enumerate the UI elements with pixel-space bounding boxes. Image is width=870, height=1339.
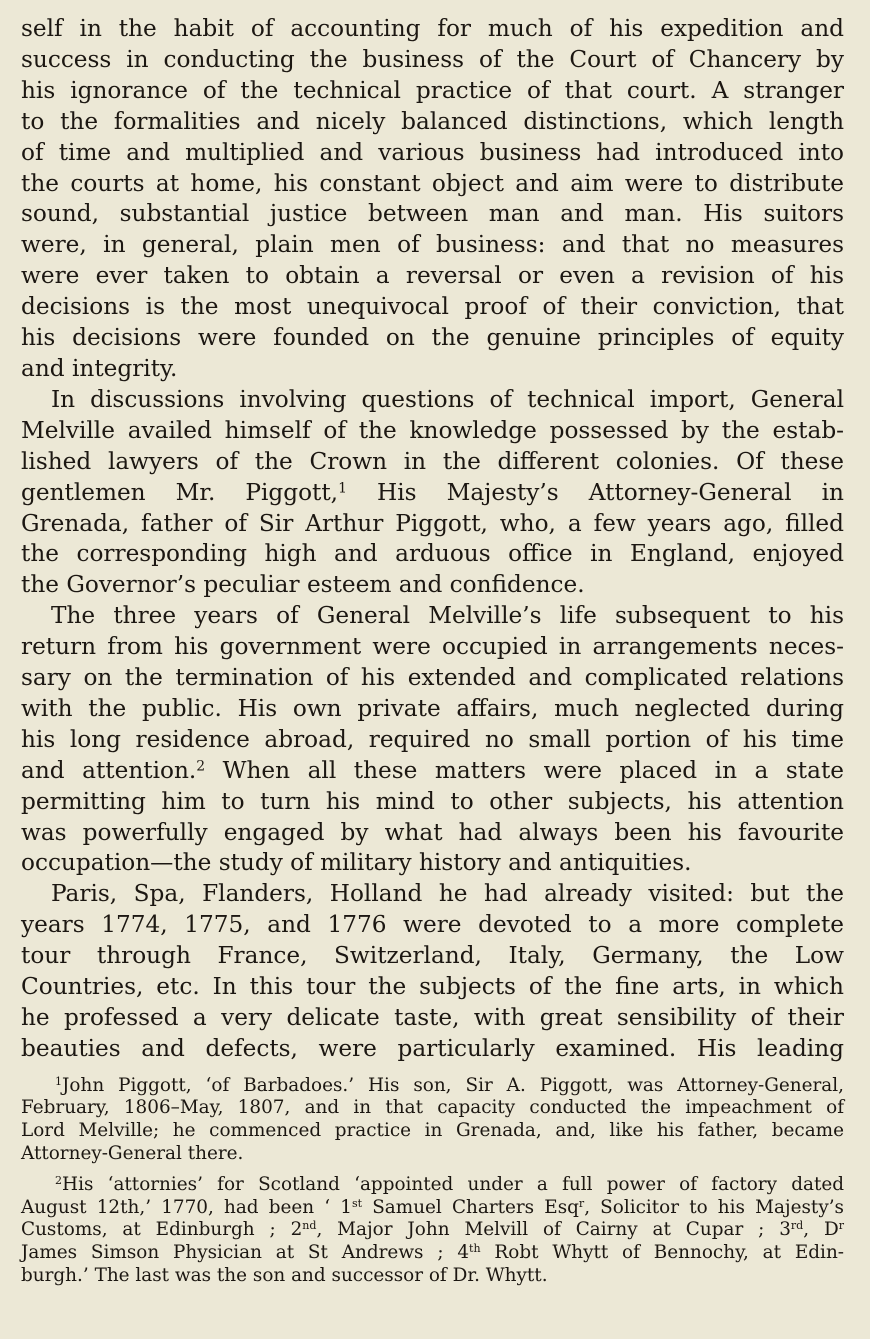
footnote-1 (21, 1075, 844, 1165)
footnote-ref-2[interactable]: 2 (196, 758, 206, 775)
text-line: of time and multiplied and various business had introduced into (21, 138, 844, 166)
footnote-2 (21, 1174, 844, 1287)
text-line: he professed a very delicate taste, with great sensibility of their (21, 1004, 844, 1031)
text-segment: Robt Whytt of Bennochy, at Edin- (480, 1241, 844, 1263)
text-segment: James Simson Physician at St Andrews ; 4 (21, 1241, 470, 1263)
text-line: decisions is the most unequivocal proof of their conviction, that (21, 293, 844, 321)
text-line: to the formalities and nicely balanced distinctions, which length (21, 107, 844, 135)
text-line: Melville availed himself of the knowledge possessed by the estab- (21, 416, 844, 444)
superscript: nd (302, 1219, 317, 1233)
footnote-mark: 2 (55, 1174, 63, 1188)
text-segment: , Solicitor to his Majesty’s (584, 1196, 844, 1218)
superscript: th (469, 1241, 481, 1255)
text-line: self in the habit of accounting for much of his expedition and (21, 15, 844, 42)
text-line: his long residence abroad, required no small portion of his time (21, 725, 844, 753)
footnote-line (21, 1174, 844, 1197)
text-line: The three years of General Melville’s life subsequent to his (51, 602, 844, 630)
text-line (21, 478, 844, 509)
main-text (21, 14, 844, 1065)
text-line: sary on the termination of his extended and complicated relations (21, 664, 844, 692)
text-segment: His Majesty’s Attorney-General in (346, 478, 844, 506)
footnote-line: Lord Melville; he commenced practice in Grenada, and, like his father, became (21, 1120, 844, 1141)
text-line: his decisions were founded on the genuine principles of equity (21, 324, 844, 352)
superscript: r (838, 1219, 845, 1233)
paragraph-3 (21, 601, 844, 879)
footnote-line (21, 1197, 844, 1220)
superscript: r (578, 1196, 585, 1210)
text-line (21, 756, 844, 787)
text-line: beauties and defects, were particularly examined. His leading (21, 1034, 844, 1062)
paragraph-1 (21, 14, 844, 385)
footnote-line: February, 1806–May, 1807, and in that capacity conducted the impeachment of (21, 1097, 844, 1119)
text-segment: gentlemen Mr. Piggott, (21, 478, 339, 506)
text-line: return from his government were occupied in arrangements neces- (21, 633, 844, 661)
footnotes (21, 1075, 844, 1287)
text-line: Grenada, father of Sir Arthur Piggott, who, a few years ago, filled (21, 509, 844, 537)
text-line: with the public. His own private affairs, much neglected during (21, 694, 844, 722)
text-line: permitting him to turn his mind to other subjects, his attention (21, 787, 844, 815)
text-line: were ever taken to obtain a reversal or even a revision of his (21, 262, 844, 290)
paragraph-4 (21, 879, 844, 1064)
text-line: lished lawyers of the Crown in the different colonies. Of these (21, 447, 844, 475)
text-line: was powerfully engaged by what had always been his favourite (21, 818, 844, 846)
text-line: his ignorance of the technical practice of that court. A stranger (21, 76, 844, 104)
text-segment: August 12th,’ 1770, had been ‘ 1 (21, 1196, 352, 1218)
text-line: the corresponding high and arduous office in England, enjoyed (21, 540, 844, 568)
text-segment: John Piggott, ‘of Barbadoes.’ His son, Sir A. Piggott, was Attorney-General, (62, 1074, 844, 1096)
text-line: success in conducting the business of the Court of Chancery by (21, 45, 844, 73)
text-line: tour through France, Switzerland, Italy, Germany, the Low (21, 942, 844, 970)
superscript: st (351, 1196, 363, 1210)
text-line: years 1774, 1775, and 1776 were devoted to a more complete (21, 911, 844, 939)
text-line: the courts at home, his constant object and aim were to distribute (21, 169, 844, 197)
text-segment: His ‘attornies’ for Scotland ‘appointed under a full power of factory dated (62, 1174, 844, 1196)
text-line: Paris, Spa, Flanders, Holland he had already visited: but the (51, 880, 844, 908)
text-line: were, in general, plain men of business: and that no measures (21, 231, 844, 259)
text-segment: and attention. (21, 756, 197, 784)
footnote-line (21, 1242, 844, 1265)
footnote-line (21, 1219, 844, 1242)
paragraph-2 (21, 385, 844, 601)
superscript: rd (790, 1219, 804, 1233)
footnote-ref-1[interactable]: 1 (338, 479, 347, 496)
text-segment: Customs, at Edinburgh ; 2 (21, 1219, 303, 1241)
text-line: occupation—the study of military history and antiquities. (21, 849, 692, 877)
footnote-line: Attorney-General there. (21, 1142, 244, 1164)
text-line: sound, substantial justice between man and man. His suitors (21, 200, 844, 228)
text-segment: , D (803, 1219, 839, 1241)
text-line: the Governor’s peculiar esteem and confidence. (21, 571, 585, 599)
text-line: and integrity. (21, 354, 178, 382)
footnote-line: burgh.’ The last was the son and successor of Dr. Whytt. (21, 1264, 548, 1286)
text-segment: When all these matters were placed in a state (205, 756, 844, 784)
text-segment: Samuel Charters Esq (362, 1196, 579, 1218)
footnote-line (21, 1075, 844, 1098)
text-line: Countries, etc. In this tour the subjects of the fine arts, in which (21, 973, 844, 1001)
text-line: In discussions involving questions of technical import, General (51, 385, 844, 413)
footnote-mark: 1 (55, 1074, 63, 1088)
text-segment: , Major John Melvill of Cairny at Cupar ; 3 (316, 1219, 791, 1241)
